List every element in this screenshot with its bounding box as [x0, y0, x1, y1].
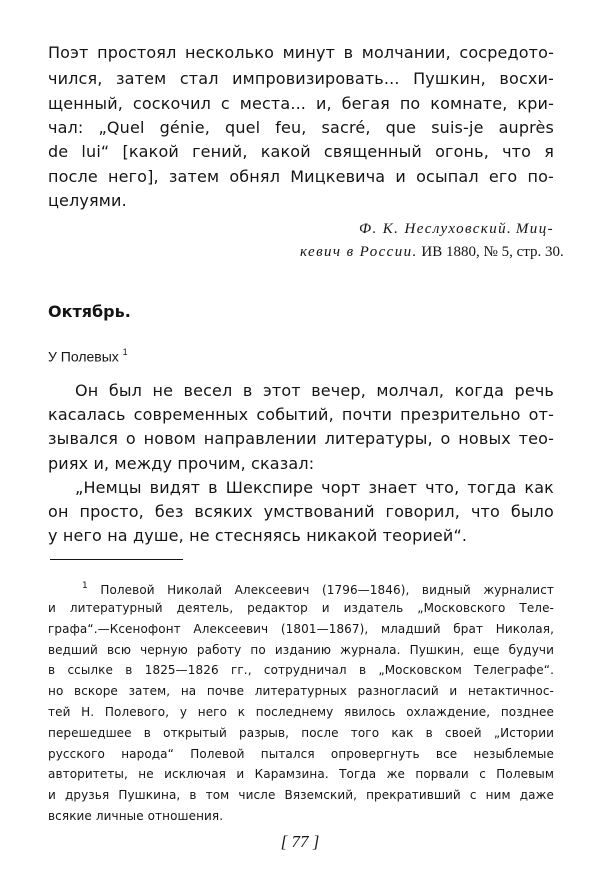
text-line: „Немцы видят в Шекспире чорт знает что, тогда как — [75, 478, 554, 497]
footnote-line: авторитеты, не исключая и Карамзина. Тогда же порвали с Полевым — [48, 767, 554, 781]
text-line: он просто, без всяких умствований говорил, что было — [48, 502, 554, 521]
text-line: Он был не весел в этот вечер, молчал, когда речь — [75, 381, 554, 400]
footnote-line: и друзья Пушкина, в том числе Вяземский, прекративший с ним даже — [48, 788, 554, 802]
footnote-marker: 1 — [82, 581, 88, 591]
text-line: de lui“ [какой гений, какой священный огонь, что я — [48, 142, 554, 161]
page-number: [ 77 ] — [280, 832, 320, 851]
citation-title-part2: кевич в России. — [300, 244, 418, 260]
text-line: у него на душе, не стесняясь никакой теорией“. — [48, 526, 468, 545]
footnote-divider — [50, 559, 183, 560]
footnote-line: но вскоре затем, на почве литературных разногласий и нетактичнос- — [48, 684, 554, 698]
text-line: чал: „Quel génie, quel feu, sacré, que suis-je auprès — [48, 118, 554, 137]
citation-line-1 — [300, 220, 554, 239]
footnote-line: ведший всю черную работу по изданию журнала. Пушкин, еще будучи — [48, 643, 554, 657]
citation-author: Ф. К. Нeслуховский. — [359, 221, 513, 237]
footnote-line: в ссылке в 1825—1826 гг., сотрудничал в „Московском Телеграфе“. — [48, 663, 554, 677]
citation-title-part1: Миц- — [515, 221, 554, 237]
footnote-line: всякие личные отношения. — [48, 809, 224, 823]
citation-line-2 — [300, 243, 564, 262]
text-line: после него], затем обнял Мицкевича и осыпал его по- — [48, 167, 554, 186]
footnote-line: перешедшее в открытый разрыв, после того как в своей „Истории — [48, 726, 554, 740]
text-line: риях и, между прочим, сказал: — [48, 454, 315, 473]
footnote-line: графа“.—Ксенофонт Алексеевич (1801—1867), младший брат Николая, — [48, 622, 554, 636]
footnote-text: Полевой Николай Алексеевич (1796—1846), видный журналист — [100, 583, 554, 597]
footnote-line: русского народа“ Полевой пытался опровергнуть все незыблемые — [48, 747, 554, 761]
text-line: чился, затем стал импровизировать... Пушкин, восхи- — [48, 69, 554, 88]
text-line: Поэт простоял несколько минут в молчании, сосредото- — [48, 43, 554, 62]
citation-source: ИВ 1880, № 5, стр. 30. — [421, 244, 564, 260]
subheading-text: У Полевых — [48, 348, 119, 365]
text-line: щенный, соскочил с места... и, бегая по комнате, кри- — [48, 94, 554, 113]
section-heading: Октябрь. — [48, 302, 131, 321]
text-line: зывался о новом направлении литературы, о новых тео- — [48, 429, 554, 448]
footnote-line — [82, 578, 554, 600]
footnote-line: тей Н. Полевого, у него к последнему явилось охлаждение, позднее — [48, 705, 554, 719]
footnote-reference[interactable]: 1 — [122, 347, 128, 357]
footnote-line: и литературный деятель, редактор и издатель „Московского Теле- — [48, 601, 554, 615]
text-line: касалась современных событий, почти презрительно от- — [48, 405, 554, 424]
section-subheading — [48, 344, 128, 366]
text-line: целуями. — [48, 191, 127, 210]
